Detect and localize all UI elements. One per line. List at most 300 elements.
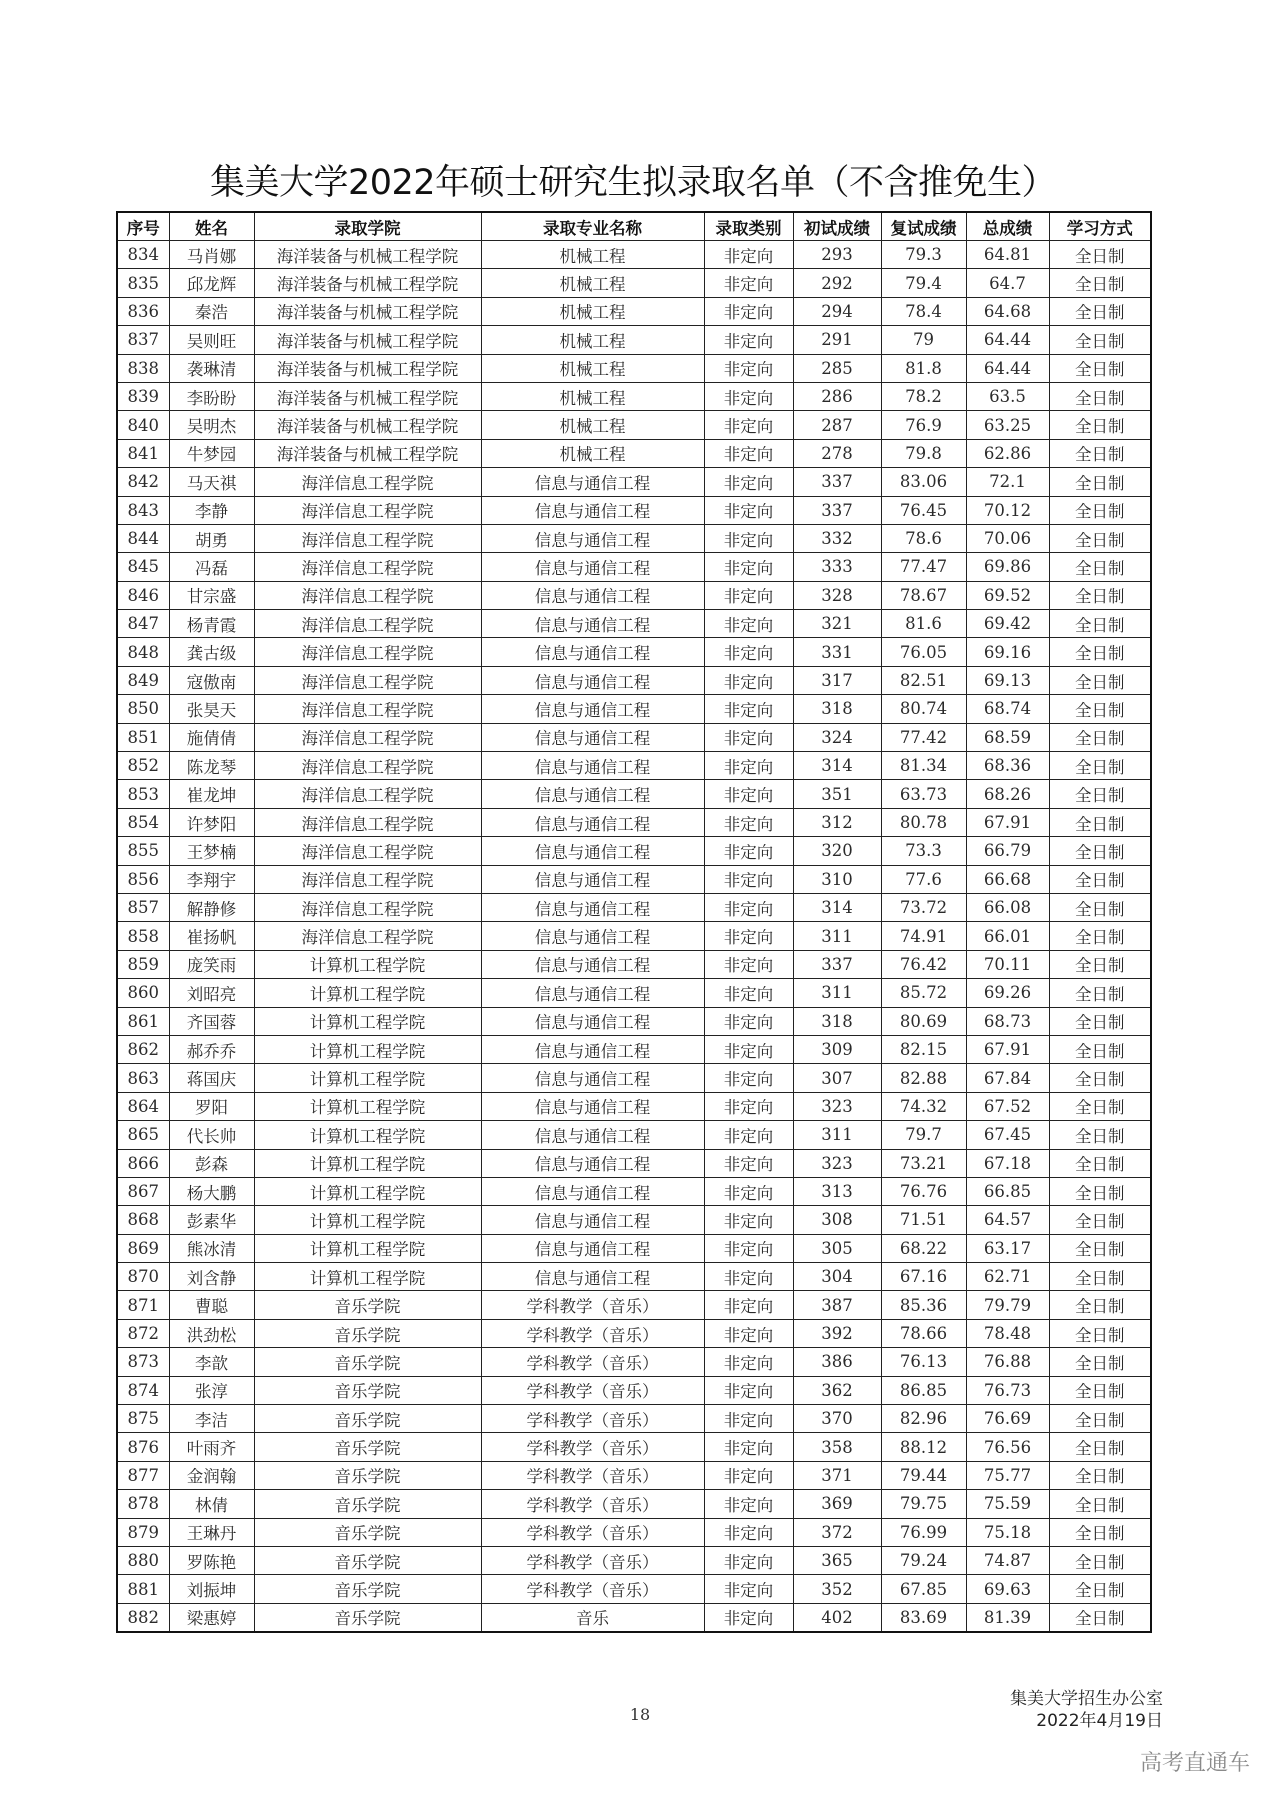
cell-prelim-score: 309 bbox=[793, 1035, 881, 1063]
cell-seq: 879 bbox=[117, 1518, 169, 1546]
cell-retest-score: 81.8 bbox=[881, 354, 966, 382]
cell-study-mode: 全日制 bbox=[1049, 1319, 1151, 1347]
cell-study-mode: 全日制 bbox=[1049, 581, 1151, 609]
watermark: 高考直通车 bbox=[1140, 1751, 1251, 1776]
cell-major: 学科教学（音乐） bbox=[481, 1490, 704, 1518]
cell-major: 信息与通信工程 bbox=[481, 1092, 704, 1120]
cell-name: 牛梦园 bbox=[169, 439, 254, 467]
cell-major: 机械工程 bbox=[481, 354, 704, 382]
cell-name: 马天祺 bbox=[169, 468, 254, 496]
cell-seq: 874 bbox=[117, 1376, 169, 1404]
cell-study-mode: 全日制 bbox=[1049, 1263, 1151, 1291]
cell-retest-score: 81.34 bbox=[881, 752, 966, 780]
cell-name: 王梦楠 bbox=[169, 837, 254, 865]
cell-name: 曹聪 bbox=[169, 1291, 254, 1319]
cell-total-score: 81.39 bbox=[966, 1603, 1049, 1632]
table-row bbox=[117, 1405, 1151, 1433]
cell-major: 信息与通信工程 bbox=[481, 666, 704, 694]
table-row bbox=[117, 893, 1151, 921]
cell-prelim-score: 311 bbox=[793, 1121, 881, 1149]
cell-category: 非定向 bbox=[704, 354, 793, 382]
cell-college: 海洋信息工程学院 bbox=[254, 638, 481, 666]
table-row bbox=[117, 326, 1151, 354]
cell-study-mode: 全日制 bbox=[1049, 950, 1151, 978]
cell-total-score: 78.48 bbox=[966, 1319, 1049, 1347]
cell-major: 学科教学（音乐） bbox=[481, 1461, 704, 1489]
cell-major: 机械工程 bbox=[481, 382, 704, 410]
cell-study-mode: 全日制 bbox=[1049, 411, 1151, 439]
cell-total-score: 76.88 bbox=[966, 1348, 1049, 1376]
cell-category: 非定向 bbox=[704, 695, 793, 723]
cell-retest-score: 86.85 bbox=[881, 1376, 966, 1404]
cell-name: 刘昭亮 bbox=[169, 979, 254, 1007]
cell-study-mode: 全日制 bbox=[1049, 1234, 1151, 1262]
cell-category: 非定向 bbox=[704, 468, 793, 496]
cell-study-mode: 全日制 bbox=[1049, 638, 1151, 666]
cell-retest-score: 78.67 bbox=[881, 581, 966, 609]
cell-major: 学科教学（音乐） bbox=[481, 1405, 704, 1433]
cell-retest-score: 73.72 bbox=[881, 893, 966, 921]
cell-category: 非定向 bbox=[704, 1234, 793, 1262]
cell-name: 张昊天 bbox=[169, 695, 254, 723]
cell-major: 信息与通信工程 bbox=[481, 1035, 704, 1063]
cell-major: 信息与通信工程 bbox=[481, 695, 704, 723]
cell-prelim-score: 318 bbox=[793, 1007, 881, 1035]
cell-retest-score: 68.22 bbox=[881, 1234, 966, 1262]
cell-retest-score: 77.47 bbox=[881, 553, 966, 581]
cell-study-mode: 全日制 bbox=[1049, 468, 1151, 496]
cell-retest-score: 78.4 bbox=[881, 297, 966, 325]
table-row bbox=[117, 241, 1151, 269]
cell-retest-score: 82.88 bbox=[881, 1064, 966, 1092]
cell-category: 非定向 bbox=[704, 269, 793, 297]
cell-retest-score: 80.69 bbox=[881, 1007, 966, 1035]
cell-major: 信息与通信工程 bbox=[481, 1121, 704, 1149]
cell-total-score: 63.17 bbox=[966, 1234, 1049, 1262]
cell-major: 学科教学（音乐） bbox=[481, 1575, 704, 1603]
table-row bbox=[117, 1177, 1151, 1205]
cell-prelim-score: 328 bbox=[793, 581, 881, 609]
cell-prelim-score: 369 bbox=[793, 1490, 881, 1518]
cell-college: 海洋装备与机械工程学院 bbox=[254, 269, 481, 297]
cell-name: 金润翰 bbox=[169, 1461, 254, 1489]
cell-college: 海洋信息工程学院 bbox=[254, 837, 481, 865]
cell-retest-score: 76.05 bbox=[881, 638, 966, 666]
cell-major: 信息与通信工程 bbox=[481, 496, 704, 524]
cell-study-mode: 全日制 bbox=[1049, 1433, 1151, 1461]
cell-major: 信息与通信工程 bbox=[481, 922, 704, 950]
cell-prelim-score: 286 bbox=[793, 382, 881, 410]
cell-category: 非定向 bbox=[704, 326, 793, 354]
cell-study-mode: 全日制 bbox=[1049, 808, 1151, 836]
cell-retest-score: 76.99 bbox=[881, 1518, 966, 1546]
cell-seq: 848 bbox=[117, 638, 169, 666]
table-row bbox=[117, 780, 1151, 808]
cell-seq: 834 bbox=[117, 241, 169, 269]
cell-major: 信息与通信工程 bbox=[481, 581, 704, 609]
table-row bbox=[117, 1064, 1151, 1092]
column-header-major: 录取专业名称 bbox=[481, 212, 704, 241]
cell-study-mode: 全日制 bbox=[1049, 1376, 1151, 1404]
cell-college: 音乐学院 bbox=[254, 1405, 481, 1433]
column-header-retest-score: 复试成绩 bbox=[881, 212, 966, 241]
cell-total-score: 66.79 bbox=[966, 837, 1049, 865]
cell-seq: 865 bbox=[117, 1121, 169, 1149]
cell-college: 海洋信息工程学院 bbox=[254, 922, 481, 950]
cell-prelim-score: 387 bbox=[793, 1291, 881, 1319]
cell-category: 非定向 bbox=[704, 439, 793, 467]
table-row bbox=[117, 837, 1151, 865]
table-row bbox=[117, 1121, 1151, 1149]
cell-major: 信息与通信工程 bbox=[481, 1149, 704, 1177]
table-row bbox=[117, 1461, 1151, 1489]
cell-category: 非定向 bbox=[704, 780, 793, 808]
cell-total-score: 70.06 bbox=[966, 524, 1049, 552]
cell-retest-score: 79.8 bbox=[881, 439, 966, 467]
issue-date: 2022年4月19日 bbox=[1036, 1711, 1163, 1731]
cell-college: 音乐学院 bbox=[254, 1291, 481, 1319]
cell-category: 非定向 bbox=[704, 1064, 793, 1092]
cell-seq: 877 bbox=[117, 1461, 169, 1489]
cell-study-mode: 全日制 bbox=[1049, 1064, 1151, 1092]
cell-category: 非定向 bbox=[704, 1518, 793, 1546]
cell-category: 非定向 bbox=[704, 922, 793, 950]
cell-retest-score: 88.12 bbox=[881, 1433, 966, 1461]
cell-prelim-score: 313 bbox=[793, 1177, 881, 1205]
cell-study-mode: 全日制 bbox=[1049, 553, 1151, 581]
cell-seq: 841 bbox=[117, 439, 169, 467]
cell-total-score: 66.85 bbox=[966, 1177, 1049, 1205]
cell-college: 计算机工程学院 bbox=[254, 979, 481, 1007]
cell-prelim-score: 317 bbox=[793, 666, 881, 694]
cell-category: 非定向 bbox=[704, 723, 793, 751]
cell-seq: 864 bbox=[117, 1092, 169, 1120]
cell-college: 海洋信息工程学院 bbox=[254, 780, 481, 808]
cell-retest-score: 78.2 bbox=[881, 382, 966, 410]
cell-prelim-score: 307 bbox=[793, 1064, 881, 1092]
cell-total-score: 69.86 bbox=[966, 553, 1049, 581]
cell-retest-score: 76.76 bbox=[881, 1177, 966, 1205]
cell-seq: 847 bbox=[117, 610, 169, 638]
cell-prelim-score: 358 bbox=[793, 1433, 881, 1461]
cell-category: 非定向 bbox=[704, 1405, 793, 1433]
cell-retest-score: 82.96 bbox=[881, 1405, 966, 1433]
cell-seq: 880 bbox=[117, 1546, 169, 1574]
cell-major: 信息与通信工程 bbox=[481, 752, 704, 780]
cell-retest-score: 82.15 bbox=[881, 1035, 966, 1063]
cell-name: 张淳 bbox=[169, 1376, 254, 1404]
cell-major: 信息与通信工程 bbox=[481, 553, 704, 581]
cell-total-score: 69.52 bbox=[966, 581, 1049, 609]
cell-college: 海洋信息工程学院 bbox=[254, 553, 481, 581]
cell-category: 非定向 bbox=[704, 808, 793, 836]
cell-college: 海洋装备与机械工程学院 bbox=[254, 354, 481, 382]
cell-name: 龚古级 bbox=[169, 638, 254, 666]
table-row bbox=[117, 865, 1151, 893]
cell-prelim-score: 318 bbox=[793, 695, 881, 723]
cell-category: 非定向 bbox=[704, 553, 793, 581]
cell-seq: 845 bbox=[117, 553, 169, 581]
table-row bbox=[117, 439, 1151, 467]
cell-retest-score: 79.44 bbox=[881, 1461, 966, 1489]
cell-retest-score: 67.85 bbox=[881, 1575, 966, 1603]
cell-total-score: 72.1 bbox=[966, 468, 1049, 496]
cell-category: 非定向 bbox=[704, 1263, 793, 1291]
cell-seq: 837 bbox=[117, 326, 169, 354]
cell-seq: 851 bbox=[117, 723, 169, 751]
cell-category: 非定向 bbox=[704, 752, 793, 780]
cell-college: 海洋信息工程学院 bbox=[254, 752, 481, 780]
cell-prelim-score: 314 bbox=[793, 893, 881, 921]
cell-seq: 868 bbox=[117, 1206, 169, 1234]
cell-study-mode: 全日制 bbox=[1049, 241, 1151, 269]
cell-major: 学科教学（音乐） bbox=[481, 1546, 704, 1574]
cell-major: 机械工程 bbox=[481, 411, 704, 439]
cell-total-score: 75.59 bbox=[966, 1490, 1049, 1518]
cell-category: 非定向 bbox=[704, 1433, 793, 1461]
cell-total-score: 68.26 bbox=[966, 780, 1049, 808]
cell-college: 音乐学院 bbox=[254, 1461, 481, 1489]
cell-college: 海洋装备与机械工程学院 bbox=[254, 241, 481, 269]
table-row bbox=[117, 638, 1151, 666]
cell-prelim-score: 321 bbox=[793, 610, 881, 638]
cell-college: 音乐学院 bbox=[254, 1319, 481, 1347]
cell-seq: 881 bbox=[117, 1575, 169, 1603]
cell-prelim-score: 323 bbox=[793, 1092, 881, 1120]
cell-study-mode: 全日制 bbox=[1049, 1007, 1151, 1035]
cell-total-score: 76.69 bbox=[966, 1405, 1049, 1433]
cell-study-mode: 全日制 bbox=[1049, 1546, 1151, 1574]
cell-seq: 853 bbox=[117, 780, 169, 808]
cell-name: 李歆 bbox=[169, 1348, 254, 1376]
cell-total-score: 64.81 bbox=[966, 241, 1049, 269]
table-row bbox=[117, 1348, 1151, 1376]
table-row bbox=[117, 1490, 1151, 1518]
cell-name: 李翔宇 bbox=[169, 865, 254, 893]
table-row bbox=[117, 1291, 1151, 1319]
table-row bbox=[117, 297, 1151, 325]
cell-seq: 870 bbox=[117, 1263, 169, 1291]
cell-name: 庞笑雨 bbox=[169, 950, 254, 978]
cell-retest-score: 76.45 bbox=[881, 496, 966, 524]
cell-name: 崔龙坤 bbox=[169, 780, 254, 808]
table-row bbox=[117, 1319, 1151, 1347]
cell-total-score: 74.87 bbox=[966, 1546, 1049, 1574]
cell-name: 李盼盼 bbox=[169, 382, 254, 410]
cell-prelim-score: 370 bbox=[793, 1405, 881, 1433]
cell-name: 叶雨齐 bbox=[169, 1433, 254, 1461]
column-header-prelim-score: 初试成绩 bbox=[793, 212, 881, 241]
cell-seq: 835 bbox=[117, 269, 169, 297]
cell-retest-score: 79.24 bbox=[881, 1546, 966, 1574]
cell-seq: 849 bbox=[117, 666, 169, 694]
cell-college: 海洋信息工程学院 bbox=[254, 468, 481, 496]
table-row bbox=[117, 382, 1151, 410]
cell-major: 信息与通信工程 bbox=[481, 1064, 704, 1092]
cell-retest-score: 81.6 bbox=[881, 610, 966, 638]
cell-prelim-score: 304 bbox=[793, 1263, 881, 1291]
cell-college: 计算机工程学院 bbox=[254, 1092, 481, 1120]
table-row bbox=[117, 1575, 1151, 1603]
cell-total-score: 67.18 bbox=[966, 1149, 1049, 1177]
cell-total-score: 79.79 bbox=[966, 1291, 1049, 1319]
table-row bbox=[117, 808, 1151, 836]
cell-total-score: 64.44 bbox=[966, 326, 1049, 354]
cell-retest-score: 67.16 bbox=[881, 1263, 966, 1291]
cell-seq: 857 bbox=[117, 893, 169, 921]
cell-total-score: 64.44 bbox=[966, 354, 1049, 382]
cell-major: 音乐 bbox=[481, 1603, 704, 1632]
cell-college: 计算机工程学院 bbox=[254, 1177, 481, 1205]
cell-retest-score: 85.72 bbox=[881, 979, 966, 1007]
cell-name: 崔扬帆 bbox=[169, 922, 254, 950]
table-row bbox=[117, 1149, 1151, 1177]
cell-name: 林倩 bbox=[169, 1490, 254, 1518]
cell-category: 非定向 bbox=[704, 638, 793, 666]
cell-category: 非定向 bbox=[704, 865, 793, 893]
cell-college: 海洋装备与机械工程学院 bbox=[254, 439, 481, 467]
cell-college: 海洋信息工程学院 bbox=[254, 893, 481, 921]
cell-seq: 873 bbox=[117, 1348, 169, 1376]
cell-seq: 858 bbox=[117, 922, 169, 950]
cell-major: 信息与通信工程 bbox=[481, 950, 704, 978]
table-row bbox=[117, 610, 1151, 638]
cell-college: 海洋信息工程学院 bbox=[254, 808, 481, 836]
cell-name: 刘振坤 bbox=[169, 1575, 254, 1603]
cell-name: 许梦阳 bbox=[169, 808, 254, 836]
cell-retest-score: 74.32 bbox=[881, 1092, 966, 1120]
cell-college: 计算机工程学院 bbox=[254, 1234, 481, 1262]
cell-seq: 836 bbox=[117, 297, 169, 325]
cell-prelim-score: 331 bbox=[793, 638, 881, 666]
cell-total-score: 69.63 bbox=[966, 1575, 1049, 1603]
table-row bbox=[117, 269, 1151, 297]
cell-study-mode: 全日制 bbox=[1049, 1121, 1151, 1149]
cell-name: 解静修 bbox=[169, 893, 254, 921]
cell-seq: 844 bbox=[117, 524, 169, 552]
cell-seq: 846 bbox=[117, 581, 169, 609]
table-row bbox=[117, 354, 1151, 382]
cell-total-score: 67.91 bbox=[966, 808, 1049, 836]
cell-major: 信息与通信工程 bbox=[481, 1007, 704, 1035]
cell-name: 吴明杰 bbox=[169, 411, 254, 439]
cell-seq: 838 bbox=[117, 354, 169, 382]
cell-major: 信息与通信工程 bbox=[481, 1263, 704, 1291]
cell-total-score: 68.59 bbox=[966, 723, 1049, 751]
table-row bbox=[117, 496, 1151, 524]
cell-study-mode: 全日制 bbox=[1049, 354, 1151, 382]
cell-retest-score: 76.13 bbox=[881, 1348, 966, 1376]
cell-name: 寇傲南 bbox=[169, 666, 254, 694]
cell-study-mode: 全日制 bbox=[1049, 695, 1151, 723]
cell-name: 熊冰清 bbox=[169, 1234, 254, 1262]
cell-college: 音乐学院 bbox=[254, 1376, 481, 1404]
cell-major: 信息与通信工程 bbox=[481, 610, 704, 638]
table-row bbox=[117, 1206, 1151, 1234]
issuing-office: 集美大学招生办公室 bbox=[1010, 1689, 1163, 1709]
cell-total-score: 64.68 bbox=[966, 297, 1049, 325]
cell-category: 非定向 bbox=[704, 1035, 793, 1063]
cell-category: 非定向 bbox=[704, 979, 793, 1007]
cell-retest-score: 79.75 bbox=[881, 1490, 966, 1518]
cell-study-mode: 全日制 bbox=[1049, 1490, 1151, 1518]
cell-seq: 852 bbox=[117, 752, 169, 780]
cell-major: 机械工程 bbox=[481, 326, 704, 354]
cell-prelim-score: 287 bbox=[793, 411, 881, 439]
cell-seq: 839 bbox=[117, 382, 169, 410]
cell-retest-score: 76.9 bbox=[881, 411, 966, 439]
cell-study-mode: 全日制 bbox=[1049, 269, 1151, 297]
cell-prelim-score: 337 bbox=[793, 950, 881, 978]
cell-major: 学科教学（音乐） bbox=[481, 1376, 704, 1404]
cell-college: 计算机工程学院 bbox=[254, 1263, 481, 1291]
cell-major: 信息与通信工程 bbox=[481, 1177, 704, 1205]
cell-retest-score: 79.4 bbox=[881, 269, 966, 297]
cell-study-mode: 全日制 bbox=[1049, 979, 1151, 1007]
page-title: 集美大学2022年硕士研究生拟录取名单（不含推免生） bbox=[209, 163, 1057, 203]
cell-category: 非定向 bbox=[704, 1149, 793, 1177]
table-row bbox=[117, 411, 1151, 439]
cell-prelim-score: 371 bbox=[793, 1461, 881, 1489]
cell-category: 非定向 bbox=[704, 411, 793, 439]
table-row bbox=[117, 553, 1151, 581]
cell-total-score: 63.5 bbox=[966, 382, 1049, 410]
column-header-seq: 序号 bbox=[117, 212, 169, 241]
cell-retest-score: 79.7 bbox=[881, 1121, 966, 1149]
cell-name: 刘含静 bbox=[169, 1263, 254, 1291]
cell-college: 海洋信息工程学院 bbox=[254, 695, 481, 723]
cell-name: 罗阳 bbox=[169, 1092, 254, 1120]
cell-prelim-score: 337 bbox=[793, 468, 881, 496]
table-row bbox=[117, 1546, 1151, 1574]
cell-prelim-score: 372 bbox=[793, 1518, 881, 1546]
cell-prelim-score: 332 bbox=[793, 524, 881, 552]
cell-prelim-score: 402 bbox=[793, 1603, 881, 1632]
cell-name: 梁惠婷 bbox=[169, 1603, 254, 1632]
cell-total-score: 66.01 bbox=[966, 922, 1049, 950]
cell-major: 信息与通信工程 bbox=[481, 893, 704, 921]
cell-name: 邱龙辉 bbox=[169, 269, 254, 297]
cell-category: 非定向 bbox=[704, 1546, 793, 1574]
cell-name: 胡勇 bbox=[169, 524, 254, 552]
cell-major: 学科教学（音乐） bbox=[481, 1319, 704, 1347]
cell-study-mode: 全日制 bbox=[1049, 1405, 1151, 1433]
cell-name: 冯磊 bbox=[169, 553, 254, 581]
cell-prelim-score: 294 bbox=[793, 297, 881, 325]
cell-seq: 859 bbox=[117, 950, 169, 978]
cell-college: 海洋装备与机械工程学院 bbox=[254, 297, 481, 325]
cell-retest-score: 79.3 bbox=[881, 241, 966, 269]
cell-study-mode: 全日制 bbox=[1049, 297, 1151, 325]
cell-study-mode: 全日制 bbox=[1049, 382, 1151, 410]
cell-prelim-score: 323 bbox=[793, 1149, 881, 1177]
footer-signature bbox=[1010, 1688, 1163, 1732]
cell-seq: 850 bbox=[117, 695, 169, 723]
cell-study-mode: 全日制 bbox=[1049, 1177, 1151, 1205]
cell-study-mode: 全日制 bbox=[1049, 1575, 1151, 1603]
cell-total-score: 70.11 bbox=[966, 950, 1049, 978]
cell-major: 学科教学（音乐） bbox=[481, 1433, 704, 1461]
cell-study-mode: 全日制 bbox=[1049, 1291, 1151, 1319]
table-row bbox=[117, 752, 1151, 780]
cell-total-score: 69.42 bbox=[966, 610, 1049, 638]
cell-seq: 855 bbox=[117, 837, 169, 865]
cell-retest-score: 82.51 bbox=[881, 666, 966, 694]
cell-retest-score: 76.42 bbox=[881, 950, 966, 978]
cell-college: 海洋信息工程学院 bbox=[254, 610, 481, 638]
cell-college: 海洋信息工程学院 bbox=[254, 666, 481, 694]
cell-college: 海洋装备与机械工程学院 bbox=[254, 411, 481, 439]
